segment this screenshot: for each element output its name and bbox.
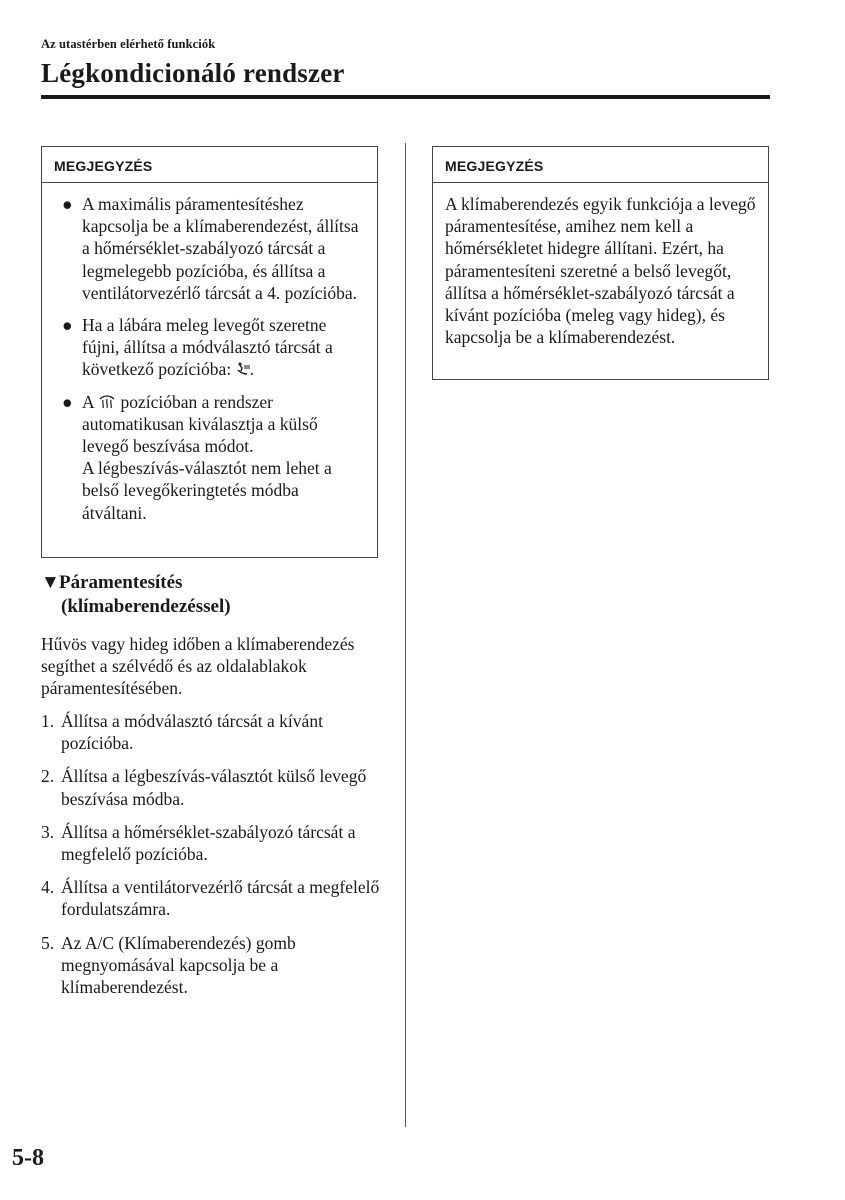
note-bullet-item: [62, 193, 367, 304]
step-number: 5.: [41, 932, 55, 953]
windshield-defrost-icon: [98, 393, 116, 409]
bullet-dot: ●: [62, 315, 73, 336]
note-bullet-list: [42, 183, 377, 524]
step-number: 2.: [41, 766, 55, 787]
bullet-dot: ●: [62, 194, 73, 214]
note-heading: MEGJEGYZÉS: [433, 147, 768, 183]
section-label: Az utastérben elérhető funkciók: [41, 37, 216, 51]
subsection-heading: [41, 571, 231, 619]
step-item: [41, 765, 386, 809]
note-bullet-item: [62, 391, 367, 524]
subsection-title-line1: Páramentesítés: [59, 572, 183, 593]
step-item: [41, 821, 386, 865]
page-title: Légkondicionáló rendszer: [41, 58, 345, 88]
note-bullet-text-extra: A légbeszívás-választót nem lehet a belső levegőkeringtetés módba átváltani.: [82, 458, 332, 523]
intro-paragraph: Hűvös vagy hideg időben a klímaberendezés segíthet a szélvédő és az oldalablakok páramentesítésében.: [41, 634, 355, 699]
step-text: Az A/C (Klímaberendezés) gomb megnyomásával kapcsolja be a klímaberendezést.: [61, 932, 296, 998]
step-item: [41, 932, 386, 999]
column-divider: [405, 143, 406, 1127]
note-bullet-text-end: pozícióban a rendszer automatikusan kiválasztja a külső levegő beszívása módot.: [82, 391, 318, 457]
step-number: 1.: [41, 711, 55, 731]
triangle-marker-icon: ▼: [41, 572, 60, 593]
subsection-title-line2: (klímaberendezéssel): [61, 596, 231, 617]
note-bullet-text: A: [82, 391, 99, 412]
step-text: Állítsa a ventilátorvezérlő tárcsát a megfelelő fordulatszámra.: [61, 877, 380, 920]
note-bullet-text: Ha a lábára meleg levegőt szeretne fújni, állítsa a módválasztó tárcsát a következő pozícióba:: [82, 315, 333, 380]
step-number: 4.: [41, 877, 55, 898]
step-text: Állítsa a légbeszívás-választót külső levegő beszívása módba.: [61, 766, 367, 809]
step-text: Állítsa a hőmérséklet-szabályozó tárcsát a megfelelő pozícióba.: [61, 821, 356, 865]
page-number: 5-8: [12, 1145, 44, 1171]
note-bullet-text: A maximális páramentesítéshez kapcsolja be a klímaberendezést, állítsa a hőmérséklet-szabályozó tárcsát a legmelegebb pozícióba, és állítsa a ventilátorvezérlő tárcsát a 4. pozícióba.: [82, 194, 359, 303]
step-number: 3.: [41, 821, 55, 842]
bullet-dot: ●: [62, 391, 73, 412]
note-box-left: [41, 146, 378, 558]
note-box-right: [432, 146, 769, 380]
step-item: [41, 710, 386, 754]
title-rule: [41, 95, 770, 99]
note-bullet-item: [62, 314, 367, 381]
step-list: [41, 710, 386, 1009]
step-text: Állítsa a módválasztó tárcsát a kívánt pozícióba.: [61, 711, 323, 754]
note-heading: MEGJEGYZÉS: [42, 147, 377, 183]
step-item: [41, 876, 386, 920]
foot-defrost-mode-icon: [236, 359, 250, 373]
note-bullet-text-end: .: [249, 359, 254, 380]
note-body-text: A klímaberendezés egyik funkciója a levegő páramentesítése, amihez nem kell a hőmérsékletet hidegre állítani. Ezért, ha páramentesíteni szeretné a belső levegőt, állítsa a hőmérséklet-szabályozó tárcsát a kívánt pozícióba (meleg vagy hideg), és kapcsolja be a klímaberendezést.: [445, 194, 756, 348]
